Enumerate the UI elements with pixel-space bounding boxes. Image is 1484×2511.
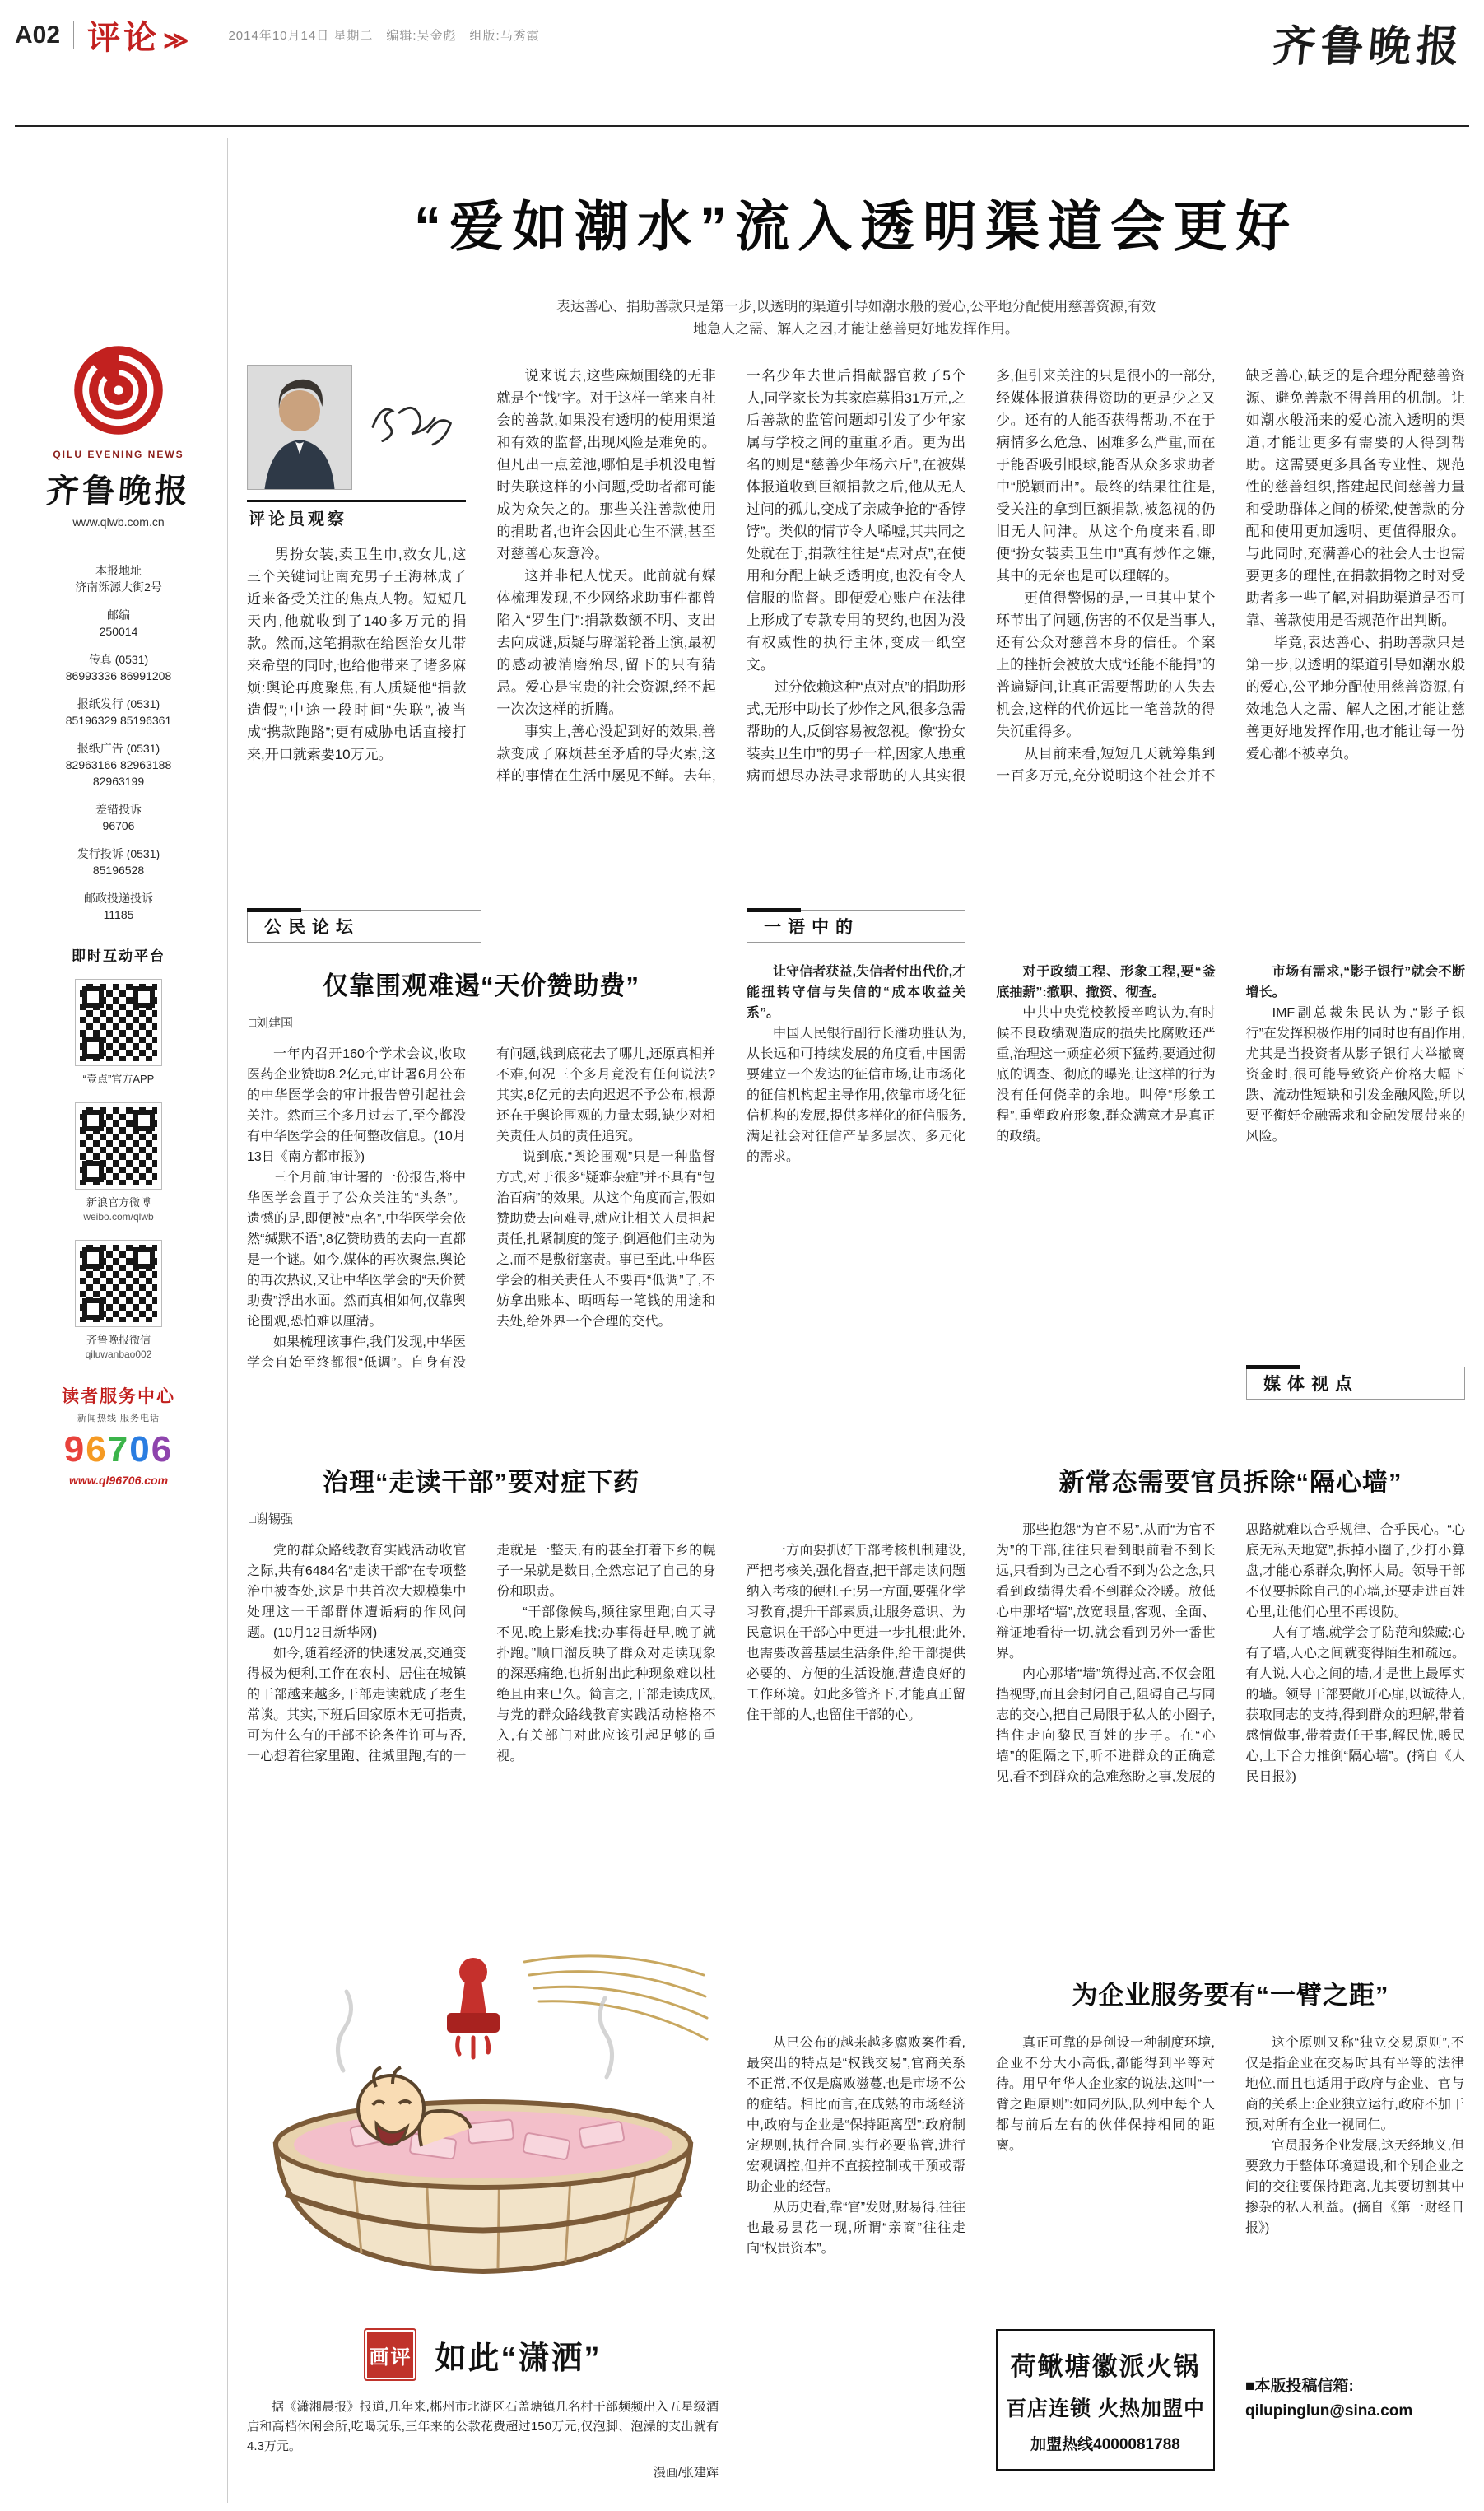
signature-handwriting xyxy=(361,384,458,459)
service-website: www.ql96706.com xyxy=(68,1474,169,1487)
quote-attribution: 中共中央党校教授辛鸣认为,有时候不良政绩观造成的损失比腐败还严重,治理这一顽症必须下猛药,要通过彻底的调查、彻底的曝光,让这样的行为没有任何侥幸的余地。叫停“形象工程”,重塑政府形象,群众满意才是真正的政绩。 xyxy=(996,1006,1216,1144)
reader-service-center: 读者服务中心 新闻热线 服务电话 96706 www.ql96706.com xyxy=(20,1383,217,1487)
commentator-photo-block xyxy=(247,365,466,538)
qr-item-wechat: 齐鲁晚报微信 qiluwanbao002 xyxy=(20,1241,217,1362)
body-paragraph: 党的群众路线教育实践活动收官之际,共有6484名“走读干部”在专项整治中被查处,这是中共首次大规模集中处理这一干部群体遭诟病的作风问题。(10月12日新华网) xyxy=(247,1544,467,1640)
service-article-body xyxy=(996,2033,1215,2313)
kicker-label: 评论员观察 xyxy=(247,500,466,538)
contact-item: 传真 (0531) 86993336 86991208 xyxy=(65,653,172,682)
body-paragraph: 更值得警惕的是,一旦其中某个环节出了问题,伤害的不仅是当事人,还有公众对慈善本身的信任。个案上的挫折会被放大成“还能不能捐”的普遍疑问,让真正需要帮助的人失去机会,这样的代价远比一笔善款的得失沉重得多。 xyxy=(996,590,1216,739)
qr-item-weibo: 新浪官方微博 weibo.com/qlwb xyxy=(20,1103,217,1224)
contact-item: 报纸广告 (0531) 82963166 82963188 82963199 xyxy=(65,742,172,788)
cartoon-title: 如此“潇洒” xyxy=(435,2341,602,2376)
body-paragraph: 这个原则又称“独立交易原则”,不仅是指企业在交易时具有平等的法律地位,而且也适用于政府与企业、官与商的关系上:企业独立运行,政府不加干预,对所有企业一视同仁。 xyxy=(1245,2036,1464,2132)
body-paragraph: 从已公布的越来越多腐败案件看,最突出的特点是“权钱交易”,官商关系不正常,不仅是腐败滋蔓,也是市场不公的症结。相比而言,在成熟的市场经济中,政府与企业是“保持距离型”:政府制定规则,执行合同,实行必要监管,进行宏观调控,但并不直接控制或干预或帮助企业的经营。 xyxy=(747,2036,965,2194)
body-paragraph: 一方面要抓好干部考核机制建设,严把考核关,强化督查,把干部走读问题纳入考核的硬杠子;另一方面,要强化学习教育,提升干部素质,让服务意识、为民意识在干部心中更进一步扎根;此外,也需要改善基层生活条件,给干部提供必要的、方便的生活设施,营造良好的工作环境。如此多管齐下,才能真正留住干部的人,也留住干部的心。 xyxy=(746,1544,965,1722)
fast-forward-icon: ≫ xyxy=(163,27,193,54)
brand-name-cn: 齐鲁晚报 xyxy=(44,473,193,510)
date-line: 2014年10月14日 星期二 编辑:吴金彪 组版:马秀霞 xyxy=(228,29,540,43)
huaping-seal: 画评 xyxy=(364,2328,416,2381)
straw-awning xyxy=(524,1956,707,2039)
body-paragraph: 内心那堵“墙”筑得过高,不仅会阻挡视野,而且会封闭自己,阻碍自己与同志的交心,把自己局限于私人的小圈子,挡住走向黎民百姓的步子。在“心墙”的阻隔之下,听不进群众的正确意见,看不到群众的急难愁盼之事,发展的思路就难以合乎规律、合乎民心。“心底无私天地宽”,拆掉小圈子,少打小算盘,才能心系群众,胸怀大局。领导干部不仅要拆除自己的心墙,还要走进百姓心里,让他们心里不再设防。 xyxy=(996,1523,1465,1784)
body-paragraph: 过分依赖这种“点对点”的捐助形式,无形中助长了炒作之风,很多急需帮助的人,反倒容易被忽视。像“扮女装卖卫生巾”的男子一样,因家人患重病而想尽办法寻求帮助的人其实很多,但引来关注的只是很小的一部分,经媒体报道获得资助的更是少之又少。还有的人能否获得帮助,不在于病情多么危急、困难多么严重,而在于能否吸引眼球,能否从众多求助者中“脱颖而出”。最终的结果往往是,受关注的拿到巨额捐款,被忽视的仍旧无人问津。从这个角度来看,即便“扮女装卖卫生巾”真有炒作之嫌,其中的无奈也是可以理解的。 xyxy=(746,368,1216,784)
body-paragraph: 如果梳理该事件,我们发现,中华医学会自始至终都很“低调”。自身有没有问题,钱到底花去了哪儿,还原真相并不难,何况三个多月竟没有任何说法?其实,8亿元的去向迟迟不予公布,根源还在于舆论围观的力量太弱,缺少对相关责任人员的责任追究。 xyxy=(247,1047,715,1370)
quote-attribution: 中国人民银行副行长潘功胜认为,从长远和可持续发展的角度看,中国需要建立一个发达的征信市场,让市场化的征信机构起主导作用,依靠市场化征信机构的发展,提供多样化的征信服务,满足社会对征信产品多层次、多元化的需求。 xyxy=(747,1027,966,1164)
qr-item-app: “壹点”官方APP xyxy=(20,980,217,1087)
quote-attribution: IMF副总裁朱民认为,“影子银行”在发挥积极作用的同时也有副作用,尤其是当投资者从影子银行大举撤离资金时,很可能导致资产价格大幅下跌、流动性短缺和引发金融风险,所以要平衡好金融需求和金融发展带来的风险。 xyxy=(1245,1006,1465,1144)
page-number: A02 xyxy=(15,21,61,49)
body-paragraph: 毕竟,表达善心、捐助善款只是第一步,以透明的渠道引导如潮水般的爱心,公平地分配使用慈善资源,有效地急人之需、解人之困,才能让慈善更好地发挥作用,也才能让每一份爱心都不被辜负。 xyxy=(1245,635,1465,762)
service-hotline-number: 96706 xyxy=(63,1429,174,1470)
gexin-article-body xyxy=(996,1520,1465,1905)
qr-code xyxy=(76,1241,161,1326)
body-paragraph: 从目前来看,短短几天就筹集到一百多万元,充分说明这个社会并不缺乏善心,缺乏的是合理分配慈善资源、避免善款不得善用的机制。让如潮水般涌来的爱心流入透明的渠道,才能让更多有需要的人得到帮助。这需要更多具备专业性、规范性的慈善组织,搭建起民间慈善力量和受助群体之间的桥梁,使善款的分配和使用更加透明、更值得服众。与此同时,充满善心的社会人士也需要更多的理性,在捐款捐物之时对受助者多一些了解,对捐助渠道是否可靠、善款使用是否规范作出判断。 xyxy=(996,368,1465,784)
cartoon-credit: 漫画/张建辉 xyxy=(653,2466,719,2480)
forum-article xyxy=(247,965,715,1429)
body-paragraph: 官员服务企业发展,这天经地义,但要致力于整体环境建设,和个别企业之间的交往要保持距离,尤其要切割其中掺杂的私人利益。(摘自《第一财经日报》) xyxy=(1245,2139,1464,2235)
red-seal-stamp xyxy=(447,1958,500,2057)
brand-name-en: QILU EVENING NEWS xyxy=(53,449,184,460)
qr-code xyxy=(76,980,161,1065)
body-paragraph: 真正可靠的是创设一种制度环境,企业不分大小高低,都能得到平等对待。用早年华人企业家的说法,这叫“一臂之距原则”:如同列队,队列中每个人都与前后左右的伙伴保持相同的距离。 xyxy=(996,2036,1215,2153)
mailbox-label: ■本版投稿信箱: xyxy=(1245,2378,1354,2395)
author-byline: □刘建国 xyxy=(249,1016,294,1030)
body-paragraph: 三个月前,审计署的一份报告,将中华医学会置于了公众关注的“头条”。遗憾的是,即便被“点名”,中华医学会依然“缄默不语”,8亿赞助费的去向一直都是一个谜。如今,媒体的再次聚焦,舆论的再次热议,又让中华医学会的“天价赞助费”浮出水面。然而真相如何,仅靠舆论围观,恐怕难以厘清。 xyxy=(247,1171,466,1329)
commentator-photo xyxy=(247,365,352,490)
cartoon-caption: 据《潇湘晨报》报道,几年来,郴州市北湖区石盖塘镇几名村干部频频出入五星级酒店和高档休闲会所,吃喝玩乐,三年来的公款花费超过150万元,仅泡脚、泡澡的支出就有4.3万元。 xyxy=(247,2400,719,2453)
main-headline: “爱如潮水”流入透明渠道会更好 xyxy=(414,196,1298,257)
sidebar xyxy=(20,138,217,1487)
brand-spiral-logo xyxy=(72,344,165,436)
cartoon-section xyxy=(247,1939,719,2481)
ad-slogan: 百店连锁 火热加盟中 xyxy=(1006,2397,1205,2420)
article-headline: 新常态需要官员拆除“隔心墙” xyxy=(1058,1468,1403,1497)
ad-brand: 荷鳅塘徽派火锅 xyxy=(1010,2352,1201,2381)
main-subtitle: 表达善心、捐助善款只是第一步,以透明的渠道引导如潮水般的爱心,公平地分配使用慈善资源,有效地急人之需、解人之困,才能让慈善更好地发挥作用。 xyxy=(556,299,1156,337)
contact-item: 邮政投递投诉 11185 xyxy=(84,892,153,921)
section-bar-citizen-forum: 公民论坛 xyxy=(247,910,481,943)
gexin-article xyxy=(996,1461,1465,1905)
masthead-calligraphy: 齐鲁晚报 xyxy=(1270,24,1466,71)
contact-item: 本报地址 济南泺源大街2号 xyxy=(75,564,162,594)
quote-lead: 让守信者获益,失信者付出代价,才能扭转守信与失信的“成本收益关系”。 xyxy=(747,965,966,1020)
contact-item: 差错投诉 96706 xyxy=(95,803,142,832)
section-bar-one-liners: 一语中的 xyxy=(747,910,965,943)
header-divider xyxy=(73,21,74,49)
body-paragraph: “干部像候鸟,频往家里跑;白天寻不见,晚上影难找;办事得赶早,晚了就扑跑。”顺口溜反映了群众对走读现象的深恶痛绝,也折射出此种现象难以杜绝且由来已久。简言之,干部走读成风,与党的群众路线教育实践活动格格不入,有关部门对此应该引起足够的重视。 xyxy=(496,1605,716,1763)
brand-website: www.qlwb.com.cn xyxy=(72,515,165,529)
body-paragraph: 如今,随着经济的快速发展,交通变得极为便利,工作在农村、居住在城镇的干部越来越多,干部走读就成了老生常谈。其实,下班后回家原本无可指责,可为什么有的干部不论条件许可与否,一心想着往家里跑、往城里跑,有的一走就是一整天,有的甚至打着下乡的幌子一呆就是数日,全然忘记了自己的身份和职责。 xyxy=(247,1544,716,1763)
cartoon-illustration xyxy=(253,1939,714,2309)
body-paragraph: 一年内召开160个学术会议,收取医药企业赞助8.2亿元,审计署6月公布的中华医学会的审计报告曾引起社会关注。然而三个多月过去了,至今都没有中华医学会的任何整改信息。(10月13日《南方都市报》) xyxy=(247,1047,466,1164)
contact-item: 邮编 250014 xyxy=(99,608,138,638)
header-rule xyxy=(15,125,1469,127)
service-article-body xyxy=(1245,2033,1464,2346)
service-article xyxy=(747,1974,1465,2502)
quote-lead: 对于政绩工程、形象工程,要“釜底抽薪”:撤职、撤资、彻查。 xyxy=(996,965,1216,999)
ad-hotline: 加盟热线4000081788 xyxy=(1030,2436,1180,2453)
money-bath xyxy=(294,2111,672,2178)
mailbox-email: qilupinglun@sina.com xyxy=(1245,2402,1413,2420)
body-paragraph: 从历史看,靠“官”发财,财易得,往往也最易昙花一现,所谓“亲商”往往走向“权贵资本”。 xyxy=(747,2201,965,2256)
forum-article-body xyxy=(247,1044,715,1429)
hotpot-ad xyxy=(996,2329,1215,2471)
body-paragraph: 那些抱怨“为官不易”,从而“为官不为”的干部,往往只看到眼前看不到长远,只看到为己之心看不到为公之念,只看到政绩得失看不到群众冷暖。放低心中那堵“墙”,放宽眼量,客观、全面、辩证地看待一切,就会看到另外一番世界。 xyxy=(996,1523,1216,1661)
submission-mailbox xyxy=(1245,2374,1464,2420)
main-article xyxy=(247,183,1465,867)
page-header xyxy=(15,12,1469,110)
zoudu-article xyxy=(247,1461,965,1921)
body-paragraph: 说到底,“舆论围观”只是一种监督方式,对于很多“疑难杂症”并不具有“包治百病”的效果。从这个角度而言,假如赞助费去向难寻,就应让相关人员担起责任,扎紧制度的笼子,倒逼他们主动为之,而不是敷衍塞责。事已至此,中华医学会的相关责任人不要再“低调”了,不妨拿出账本、晒晒每一笔钱的用途和去处,给外界一个合理的交代。 xyxy=(496,1150,715,1329)
section-title: 评论 ≫ xyxy=(87,20,193,56)
author-byline: □谢锡强 xyxy=(249,1512,294,1526)
body-paragraph: 事实上,善心没起到好的效果,善款变成了麻烦甚至矛盾的导火索,这样的事情在生活中屡见不鲜。去年,一名少年去世后捐献器官救了5个人,同学家长为其家庭募捐31万元,之后善款的监管问题却引发了少年家属与学校之间的重重矛盾。更为出名的则是“慈善少年杨六斤”,在被媒体报道收到巨额捐款之后,他从无人过问的孤儿,变成了亲戚争抢的“香饽饽”。类似的情节令人唏嘘,其共同之处就在于,捐款往往是“点对点”,在使用和分配上缺乏透明度,也没有令人信服的监督。即便爱心账户在法律上形成了专款专用的契约,也因为没有权威性的执行主体,变成一纸空文。 xyxy=(496,368,966,784)
body-paragraph: 男扮女装,卖卫生巾,救女儿,这三个关键词让南充男子王海林成了近来备受关注的焦点人物。短短几天内,他就收到了140多万元的捐款。然而,这笔捐款在给医治女儿带来希望的同时,也给他带来了诸多麻烦:舆论再度聚焦,有人质疑他“捐款造假”;中途一段时间“失联”,被当成“携款跑路”;更有威胁电话直接打来,开口就索要10万元。 xyxy=(247,547,467,762)
article-headline: 为企业服务要有“一臂之距” xyxy=(1072,1981,1389,2010)
zoudu-article-body xyxy=(247,1540,965,1921)
main-article-body xyxy=(247,365,1465,867)
section-bar-media-view: 媒体视点 xyxy=(1246,1367,1465,1400)
qr-code xyxy=(76,1103,161,1189)
article-headline: 仅靠围观难遏“天价赞助费” xyxy=(323,971,640,1000)
body-paragraph: 说来说去,这些麻烦围绕的无非就是个“钱”字。对于这样一笔来自社会的善款,如果没有透明的使用渠道和有效的监督,出现风险是难免的。但凡出一点差池,哪怕是手机没电暂时失联这样的小问题,受助者都可能成为众矢之的。那些关注善款使用的捐助者,也许会因此心生不满,甚至对慈善心灰意冷。 xyxy=(496,368,716,561)
interact-platform-title: 即时互动平台 xyxy=(72,948,165,964)
quotes-section xyxy=(747,962,1465,1349)
quote-lead: 市场有需求,“影子银行”就会不断增长。 xyxy=(1245,965,1465,999)
article-headline: 治理“走读干部”要对症下药 xyxy=(323,1468,640,1497)
service-article-body xyxy=(747,2033,965,2502)
contact-item: 发行投诉 (0531) 85196528 xyxy=(77,847,160,877)
body-paragraph: 这并非杞人忧天。此前就有媒体梳理发现,不少网络求助事件都曾陷入“罗生门”:捐款数额不明、支出去向成谜,质疑与辟谣轮番上演,最初的感动被消磨殆尽,留下的只有猜忌。爱心是宝贵的社会资源,经不起一次次这样的折腾。 xyxy=(496,568,716,717)
contact-item: 报纸发行 (0531) 85196329 85196361 xyxy=(65,697,172,727)
sidebar-divider xyxy=(227,138,228,2503)
body-paragraph: 人有了墙,就学会了防范和躲藏;心有了墙,人心之间就变得陌生和疏远。有人说,人心之间的墙,才是世上最厚实的墙。领导干部要敞开心扉,以诚待人,获取同志的支持,得到群众的理解,带着感情做事,带着责任干事,解民忧,暖民心,上下合力推倒“隔心墙”。(摘自《人民日报》) xyxy=(1245,1626,1465,1784)
contact-list xyxy=(44,547,193,923)
